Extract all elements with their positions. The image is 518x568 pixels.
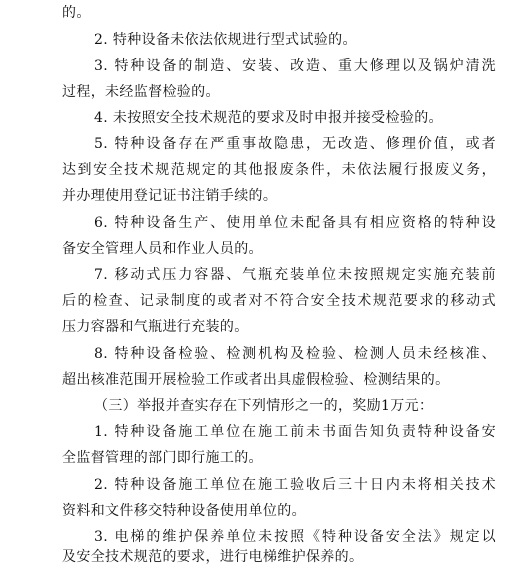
text-line-12: 后的检查、记录制度的或者对不符合安全技术规范要求的移动式	[62, 293, 496, 309]
text-line-4: 过程，未经监督检验的。	[62, 84, 220, 100]
text-line-22: 及安全技术规范的要求，进行电梯维护保养的。	[62, 549, 364, 565]
text-line-9: 6. 特种设备生产、使用单位未配备具有相应资格的特种设	[94, 215, 496, 231]
text-line-10: 备安全管理人员和作业人员的。	[62, 241, 263, 257]
text-line-6: 5. 特种设备存在严重事故隐患，无改造、修理价值，或者	[94, 136, 496, 152]
text-line-14: 8. 特种设备检验、检测机构及检验、检测人员未经核准、	[94, 346, 496, 362]
text-line-18: 全监督管理的部门即行施工的。	[62, 450, 263, 466]
text-line-16: （三）举报并查实存在下列情形之一的，奖励1万元：	[94, 398, 434, 414]
text-line-15: 超出核准范围开展检验工作或者出具虚假检验、检测结果的。	[62, 372, 450, 388]
text-line-11: 7. 移动式压力容器、气瓶充装单位未按照规定实施充装前	[94, 267, 496, 283]
text-line-8: 并办理使用登记证书注销手续的。	[62, 188, 278, 204]
text-line-21: 3. 电梯的维护保养单位未按照《特种设备安全法》规定以	[94, 529, 496, 545]
text-line-19: 2. 特种设备施工单位在施工验收后三十日内未将相关技术	[94, 477, 496, 493]
text-line-20: 资料和文件移交特种设备使用单位的。	[62, 503, 306, 519]
text-line-7: 达到安全技术规范规定的其他报废条件，未依法履行报废义务，	[62, 162, 496, 178]
text-line-1: 的。	[62, 5, 91, 21]
text-line-17: 1. 特种设备施工单位在施工前未书面告知负责特种设备安	[94, 424, 496, 440]
text-line-3: 3. 特种设备的制造、安装、改造、重大修理以及锅炉清洗	[94, 58, 496, 74]
text-line-13: 压力容器和气瓶进行充装的。	[62, 319, 249, 335]
text-line-2: 2. 特种设备未依法依规进行型式试验的。	[94, 32, 357, 48]
text-line-5: 4. 未按照安全技术规范的要求及时申报并接受检验的。	[94, 110, 443, 126]
